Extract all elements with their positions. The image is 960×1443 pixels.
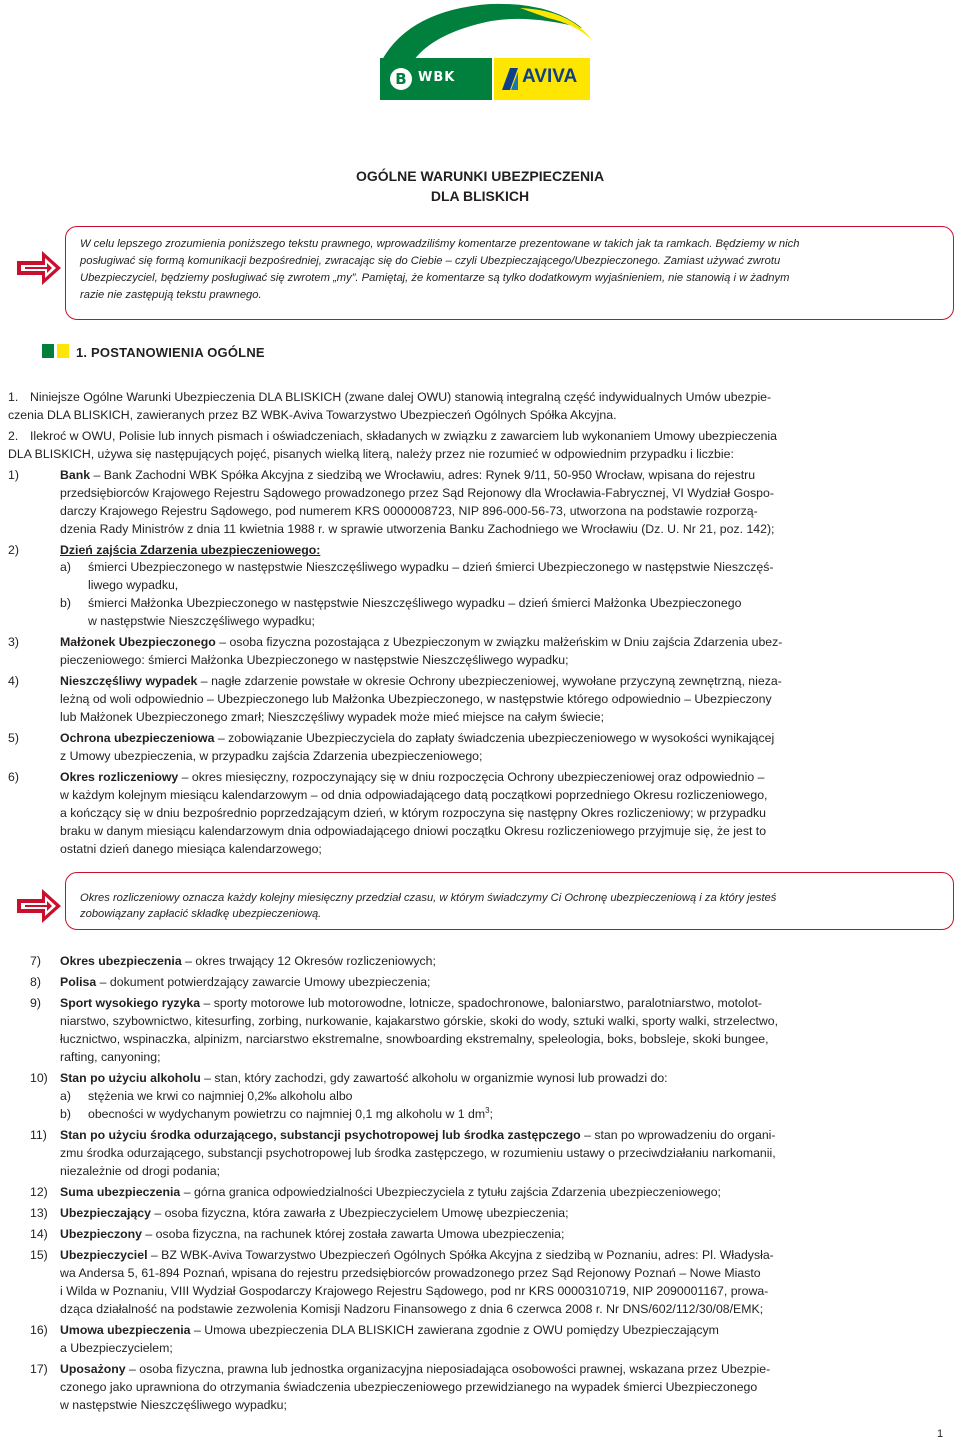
subitem-line: liwego wypadku, [88,578,179,592]
definition-line: rafting, canyoning; [60,1050,161,1064]
definition-first-line [60,1183,721,1201]
definition-line: braku w danym miesiącu kalendarzowym dnia odpowiadającego dniowi początku Okresu rozliczeniowego przyjmuje się, że jest to [60,824,767,838]
definition-first-line [60,1321,719,1339]
definition-text: – osoba fizyczna, prawna lub jednostka organizacyjna nieposiadająca osobowości prawnej, wskazana przez Ubezpie- [125,1362,771,1376]
para1-number: 1. [8,390,19,404]
definition-text: – zobowiązanie Ubezpieczyciela do zapłaty świadczenia ubezpieczeniowego w wysokości wynikającej [214,731,775,745]
definition-number: 2) [8,543,19,557]
section-marker-yellow [57,344,69,358]
definition-first-line [60,1225,564,1243]
definition-number: 12) [30,1185,48,1199]
definition-line: darczy Krajowego Rejestru Sądowego, pod numerem KRS 0000008723, NIP 896-000-56-73, utworzona na podstawie rozporzą- [60,504,758,518]
arrow-pointer-icon [14,248,64,288]
para1-line: czenia DLA BLISKICH, zawieranych przez BZ WBK-Aviva Towarzystwo Ubezpieczeń Ogólnych Spółka Akcyjna. [8,408,617,422]
definition-text: – okres miesięczny, rozpoczynający się w dniu rozpoczęcia Ochrony ubezpieczeniowej oraz odpowiednio – [178,770,765,784]
definition-line: w każdym kolejnym miesiącu kalendarzowym – od dnia odpowiadającego datą początkowi poprzedniego Okresu rozliczeniowego, [60,788,768,802]
subitem-line: śmierci Małżonka Ubezpieczonego w następstwie Nieszczęśliwego wypadku – dzień śmierci Małżonka Ubezpieczonego [88,596,742,610]
definition-line: ostatni dzień danego miesiąca kalendarzowego; [60,842,322,856]
definition-term: Nieszczęśliwy wypadek [60,674,198,688]
subitem-punct: ; [489,1107,493,1121]
definition-number: 1) [8,468,19,482]
definition-term: Polisa [60,975,97,989]
definition-text: – stan, który zachodzi, gdy zawartość alkoholu w organizmie wynosi lub prowadzi do: [200,1071,668,1085]
arrow-pointer-icon [14,886,64,926]
subitem-label: a) [60,1089,71,1103]
definition-first-line [60,1069,668,1087]
definition-line: a kończący się w dniu bezpośrednio poprzedzającym dzień, w którym rozpoczyna się następny Okres rozliczeniowy; w przypadku [60,806,767,820]
definition-term: Suma ubezpieczenia [60,1185,181,1199]
aviva-wordmark: AVIVA [522,66,578,87]
definition-term: Stan po użyciu środka odurzającego, substancji psychotropowej lub środka zastępczego [60,1128,581,1142]
definition-first-line [60,994,762,1012]
definition-term: Dzień zajścia Zdarzenia ubezpieczeniowego: [60,543,321,557]
para1-line: Niniejsze Ogólne Warunki Ubezpieczenia DLA BLISKICH (zwane dalej OWU) stanowią integralną część indywidualnych Umów ubezpie- [30,390,772,404]
definition-text: – okres trwający 12 Okresów rozliczeniowych; [181,954,436,968]
definition-first-line [60,466,755,484]
definition-term: Małżonek Ubezpieczonego [60,635,216,649]
definition-number: 5) [8,731,19,745]
intro-comment-line: Ubezpieczyciel, będziemy posługiwać się zwrotem „my”. Pamiętaj, że komentarze są tylko dodatkowym wyjaśnieniem, nie stanowią i w żadnym [80,272,790,284]
subitem-label: b) [60,596,71,610]
definition-number: 17) [30,1362,48,1376]
definition-line: przedsiębiorców Krajowego Rejestru Sądowego prowadzonego przez Sąd Rejonowy dla Wrocławia-Fabrycznej, VI Wydział Gospo- [60,486,774,500]
definition-term: Okres ubezpieczenia [60,954,182,968]
para2-line: Ilekroć w OWU, Polisie lub innych pismach i oświadczeniach, składanych w związku z zawarciem lub wykonaniem Umowy ubezpieczenia [30,429,777,443]
definition-text: – górna granica odpowiedzialności Ubezpieczyciela z tytułu zajścia Zdarzenia ubezpieczeniowego; [180,1185,721,1199]
definition-number: 9) [30,996,41,1010]
definition-first-line [60,541,320,559]
definition-line: pieczeniowego: śmierci Małżonka Ubezpieczonego w następstwie Nieszczęśliwego wypadku; [60,653,569,667]
document-title-line1: OGÓLNE WARUNKI UBEZPIECZENIA [355,168,605,184]
definition-line: i Wilda w Poznaniu, VIII Wydział Gospodarczy Krajowego Rejestru Sądowego, pod nr KRS 0000310719, NIP 2090001167, prowa- [60,1284,769,1298]
definition-text: – dokument potwierdzający zawarcie Umowy ubezpieczenia; [96,975,431,989]
definition-line: wa Andersa 5, 61-894 Poznań, wpisana do rejestru przedsiębiorców prowadzonego przez Sąd Rejonowy Poznań – Nowe Miasto [60,1266,761,1280]
intro-comment-line: razie nie zastępują tekstu prawnego. [80,289,262,301]
para2-line: DLA BLISKICH, używa się następujących pojęć, pisanych wielką literą, należy przez nie rozumieć w odpowiednim przypadku i liczbie: [8,447,734,461]
definition-text: – stan po wprowadzeniu do organi- [580,1128,776,1142]
definition-line: a Ubezpieczycielem; [60,1341,173,1355]
subitem-line: śmierci Ubezpieczonego w następstwie Nieszczęśliwego wypadku – dzień śmierci Ubezpieczonego w następstwie Nieszczęś- [88,560,774,574]
definition-line: dząca działalność na podstawie zezwolenia Komisji Nadzoru Finansowego z dnia 6 czerwca 2008 r. Nr DNS/602/112/30/08/EMK; [60,1302,764,1316]
definition-first-line [60,1126,776,1144]
definition-term: Sport wysokiego ryzyka [60,996,201,1010]
definition-number: 7) [30,954,41,968]
definition-text: – BZ WBK-Aviva Towarzystwo Ubezpieczeń Ogólnych Spółka Akcyjna z siedzibą w Poznaniu, adres: Pl. Władysła- [147,1248,774,1262]
definition-term: Umowa ubezpieczenia [60,1323,191,1337]
superscript: 3 [485,1105,490,1115]
subitem-line: w następstwie Nieszczęśliwego wypadku; [88,614,315,628]
definition-first-line [60,729,774,747]
definition-text: – nagłe zdarzenie powstałe w okresie Ochrony ubezpieczeniowej, wywołane przyczyną zewnętrzną, nieza- [197,674,782,688]
intro-comment-line: posługiwać się formą komunikacji bezpośredniej, zwracając się do Ciebie – czyli Ubezpieczającego/Ubezpieczonego. Zamiast używać zwrotu [80,255,781,267]
definition-number: 8) [30,975,41,989]
definition-line: z Umowy ubezpieczenia, w przypadku zajścia Zdarzenia ubezpieczeniowego; [60,749,483,763]
definition-number: 4) [8,674,19,688]
definition-text: – osoba fizyczna pozostająca z Ubezpieczonym w związku małżeńskim w Dniu zajścia Zdarzenia ubez- [215,635,783,649]
definition-first-line [60,768,764,786]
definition-text: – osoba fizyczna, na rachunek której została zawarta Umowa ubezpieczenia; [142,1227,565,1241]
definition-first-line [60,1360,770,1378]
definition-line: leżną od woli odpowiednio – Ubezpieczonego lub Małżonka Ubezpieczonego, w następstwie którego odpowiednio – Ubezpieczony [60,692,772,706]
definition-line: niezależnie od drogi podania; [60,1164,220,1178]
definition-first-line [60,973,430,991]
definition-term: Ubezpieczyciel [60,1248,148,1262]
period-comment-line: zobowiązany zapłacić składkę ubezpieczeniową. [80,908,322,920]
definition-first-line [60,952,436,970]
definition-line: czonego jako uprawniona do otrzymania świadczenia ubezpieczeniowego przewidzianego na wypadek śmierci Ubezpieczonego [60,1380,758,1394]
definition-first-line [60,633,782,651]
definition-line: niarstwo, szybownictwo, kitesurfing, zorbing, nurkowanie, kajakarstwo górskie, skoki do wody, sztuki walki, sporty walki, strzelectwo, [60,1014,779,1028]
definition-number: 6) [8,770,19,784]
aviva-icon [502,68,518,90]
definition-number: 16) [30,1323,48,1337]
definition-line: łucznictwo, wspinaczka, alpinizm, narciarstwo ekstremalne, snowboarding ekstremalny, speleologia, boks, bobsleje, skoki bungee, [60,1032,769,1046]
definition-term: Stan po użyciu alkoholu [60,1071,201,1085]
definition-term: Uposażony [60,1362,126,1376]
section-marker-green [42,344,54,358]
page-number: 1 [937,1428,944,1440]
bz-icon: B [390,68,412,90]
definition-line: w następstwie Nieszczęśliwego wypadku; [60,1398,287,1412]
definition-number: 14) [30,1227,48,1241]
subitem-text: obecności w wydychanym powietrzu co najmniej 0,1 mg alkoholu w 1 dm [88,1107,486,1121]
definition-first-line [60,1204,569,1222]
definition-term: Ubezpieczający [60,1206,151,1220]
definition-text: – Bank Zachodni WBK Spółka Akcyjna z siedzibą we Wrocławiu, adres: Rynek 9/11, 50-950 Wrocław, wpisana do rejestru [90,468,756,482]
definition-text: – osoba fizyczna, która zawarła z Ubezpieczycielem Umowę ubezpieczenia; [150,1206,569,1220]
definition-line: zmu środka odurzającego, substancji psychotropowej lub środka zastępczego, w rozumieniu ustawy o przeciwdziałaniu narkomanii, [60,1146,776,1160]
definition-number: 15) [30,1248,48,1262]
subitem-line: stężenia we krwi co najmniej 0,2‰ alkoholu albo [88,1089,353,1103]
definition-number: 10) [30,1071,48,1085]
definition-number: 13) [30,1206,48,1220]
definition-first-line [60,1246,774,1264]
subitem-label: b) [60,1107,71,1121]
period-comment-line: Okres rozliczeniowy oznacza każdy kolejny miesięczny przedział czasu, w którym świadczymy Ci Ochronę ubezpieczeniową i za który jesteś [80,892,777,904]
definition-number: 3) [8,635,19,649]
document-title-line2: DLA BLISKICH [430,188,530,204]
definition-number: 11) [30,1128,47,1142]
definition-text: – sporty motorowe lub motorowodne, lotnicze, spadochronowe, baloniarstwo, paralotniarstwo, motolot- [200,996,762,1010]
definition-text: – Umowa ubezpieczenia DLA BLISKICH zawierana zgodnie z OWU pomiędzy Ubezpieczającym [190,1323,719,1337]
section-title: 1. POSTANOWIENIA OGÓLNE [76,345,265,360]
subitem-label: a) [60,560,71,574]
wbk-wordmark: WBK [418,70,456,85]
company-logo [370,0,600,120]
para2-number: 2. [8,429,19,443]
definition-term: Ochrona ubezpieczeniowa [60,731,215,745]
definition-line: lub Małżonek Ubezpieczonego zmarł; Nieszczęśliwy wypadek może mieć miejsce na całym świecie; [60,710,604,724]
definition-first-line [60,672,782,690]
definition-term: Bank [60,468,91,482]
definition-line: dzenia Rady Ministrów z dnia 11 kwietnia 1988 r. w sprawie utworzenia Banku Zachodniego we Wrocławiu (Dz. U. Nr 21, poz. 142); [60,522,775,536]
intro-comment-line: W celu lepszego zrozumienia poniższego tekstu prawnego, wprowadziliśmy komentarze prezentowane w takich jak ta ramkach. Będziemy w nich [80,238,800,250]
definition-term: Okres rozliczeniowy [60,770,179,784]
definition-term: Ubezpieczony [60,1227,142,1241]
subitem-line [88,1105,493,1123]
